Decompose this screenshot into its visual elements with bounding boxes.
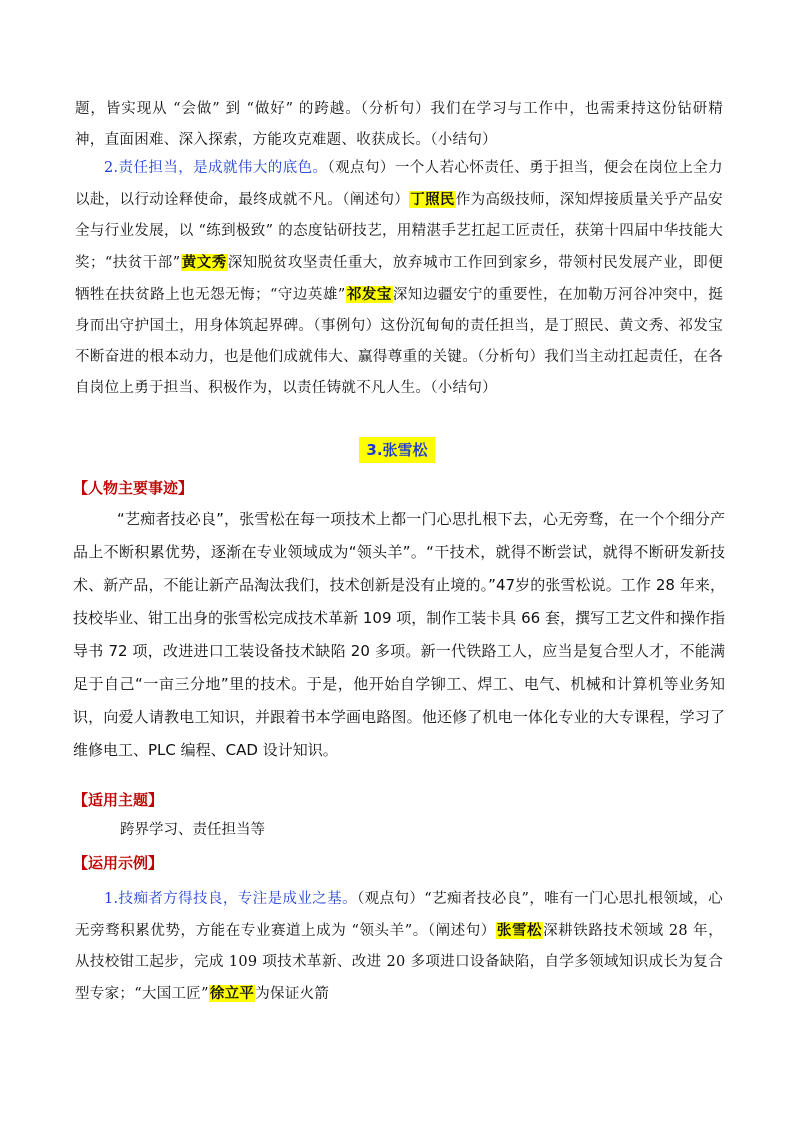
section-heading-example: 【运用示例】 — [73, 854, 164, 872]
body-text: 深知脱贫攻坚责任重大，放弃城市工作回到家乡，带领村民发展产业，即便牺牲在扶贫路上也无怨无悔；“守边英雄” — [75, 255, 723, 303]
body-text: （观点句）“艺痴者技必良”，唯有一门心思扎根领域，心无旁骛积累优势，方能在专业赛道上成为 “领头羊”。（阐述句） — [75, 891, 723, 939]
highlight-name: 徐立平 — [209, 985, 255, 1002]
section-heading-theme: 【适用主题】 — [73, 791, 164, 809]
body-text: 深耕铁路技术领域 28 年，从技校钳工起步，完成 109 项技术革新、改进 20 多项进口设备缺陷，自学多领域知识成长为复合型专家；“大国工匠” — [75, 923, 724, 1002]
paragraph-responsibility — [75, 153, 723, 404]
body-text: 为保证火箭 — [255, 986, 330, 1002]
body-text: 作为高级技师，深知焊接质量关乎产品安全与行业发展，以 “练到极致” 的态度钻研技艺，用精湛手艺扛起工匠责任，获第十四届中华技能大奖；“扶贫干部” — [75, 192, 723, 271]
topic-sentence: 技痴者方得技良，专注是成业之基。 — [118, 891, 358, 907]
highlight-name: 祁发宝 — [346, 286, 392, 303]
paragraph-example — [75, 884, 723, 1010]
item-number: 1. — [104, 891, 119, 907]
item-number: 2. — [104, 160, 119, 176]
highlight-name: 张雪松 — [496, 922, 543, 939]
paragraph-text: 题，皆实现从 “会做” 到 “做好” 的跨越。（分析句）我们在学习与工作中，也需秉持这份钻研精神，直面困难、深入探索，方能攻克难题、收获成长。（小结句） — [75, 101, 723, 148]
theme-text: 跨界学习、责任担当等 — [120, 822, 265, 838]
section-title: 3.张雪松 — [359, 437, 435, 463]
body-text: 深知边疆安宁的重要性，在加勒万河谷冲突中，挺身而出守护国土，用身体筑起界碑。（事例句）这份沉甸甸的责任担当，是丁照民、黄文秀、祁发宝不断奋进的根本动力，也是他们成就伟大、赢得尊重的关键。（分析句）我们当主动扛起责任，在各自岗位上勇于担当、积极作为，以责任铸就不凡人生。（小结句） — [75, 287, 723, 396]
story-text: “艺痴者技必良”，张雪松在每一项技术上都一门心思扎根下去，心无旁骛，在一个个细分产品上不断积累优势，逐渐在专业领域成为“领头羊”。“干技术，就得不断尝试，就得不断研发新技术、新产品，不能让新产品淘汰我们，技术创新是没有止境的。”47岁的张雪松说。工作 28 年来，技校毕业、钳工出身的张雪松完成技术革新 109 项，制作工装卡具 66 套，撰写工艺文件和操作指导书 72 项，改进进口工装设备技术缺陷 20 多项。新一代铁路工人，应当是复合型人才，不能满足于自己“一亩三分地”里的技术。于是，他开始自学铆工、焊工、电气、机械和计算机等业务知识，向爱人请教电工知识，并跟着书本学画电路图。他还修了机电一体化专业的大专课程，学习了维修电工、PLC 编程、CAD 设计知识。 — [73, 510, 725, 759]
body-text: （观点句）一个人若心怀责任、勇于担当，便会在岗位上全力以赴，以行动诠释使命，最终成就不凡。（阐述句） — [75, 160, 723, 208]
story-paragraph — [73, 503, 725, 767]
paragraph-body — [75, 884, 723, 1010]
paragraph-continuation — [75, 94, 723, 156]
paragraph-body — [75, 153, 723, 404]
highlight-name: 丁照民 — [410, 191, 455, 208]
section-heading-deeds: 【人物主要事迹】 — [73, 479, 194, 497]
highlight-name: 黄文秀 — [181, 254, 227, 271]
topic-sentence: 责任担当，是成就伟大的底色。 — [118, 160, 328, 176]
